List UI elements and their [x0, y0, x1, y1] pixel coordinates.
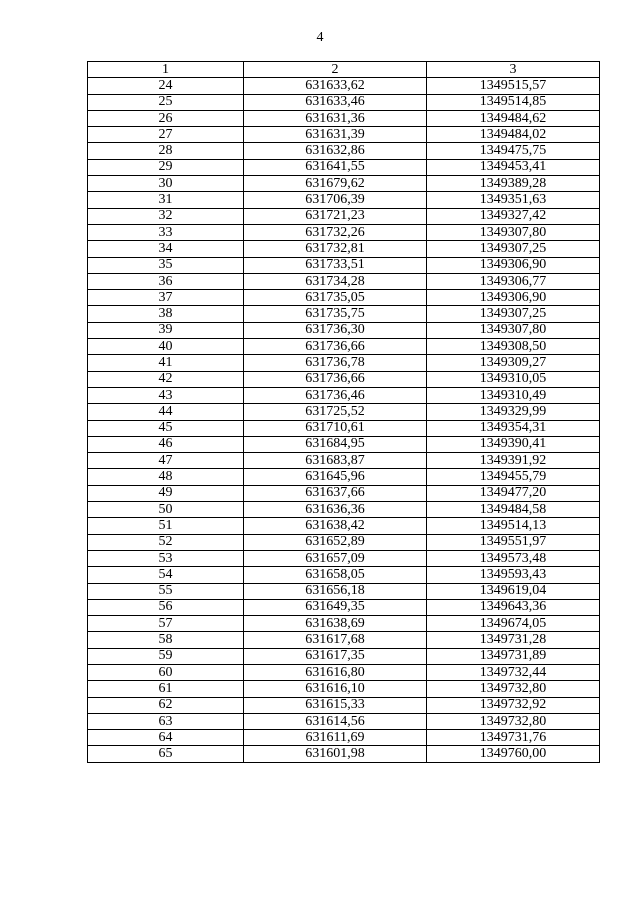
- y-coordinate-cell: 1349593,43: [427, 567, 600, 583]
- table-row: [88, 387, 600, 403]
- point-number-cell: 59: [88, 648, 244, 664]
- x-coordinate-cell: 631641,55: [244, 159, 427, 175]
- y-coordinate-cell: 1349455,79: [427, 469, 600, 485]
- y-coordinate-cell: 1349732,44: [427, 664, 600, 680]
- point-number-cell: 26: [88, 110, 244, 126]
- point-number-cell: 48: [88, 469, 244, 485]
- y-coordinate-cell: 1349308,50: [427, 339, 600, 355]
- y-coordinate-cell: 1349515,57: [427, 78, 600, 94]
- x-coordinate-cell: 631706,39: [244, 192, 427, 208]
- table-row: [88, 664, 600, 680]
- x-coordinate-cell: 631637,66: [244, 485, 427, 501]
- point-number-cell: 44: [88, 404, 244, 420]
- point-number-cell: 61: [88, 681, 244, 697]
- point-number-cell: 33: [88, 224, 244, 240]
- y-coordinate-cell: 1349674,05: [427, 616, 600, 632]
- x-coordinate-cell: 631631,36: [244, 110, 427, 126]
- point-number-cell: 52: [88, 534, 244, 550]
- x-coordinate-cell: 631684,95: [244, 436, 427, 452]
- x-coordinate-cell: 631601,98: [244, 746, 427, 762]
- point-number-cell: 29: [88, 159, 244, 175]
- x-coordinate-cell: 631734,28: [244, 273, 427, 289]
- y-coordinate-cell: 1349573,48: [427, 550, 600, 566]
- y-coordinate-cell: 1349484,02: [427, 127, 600, 143]
- x-coordinate-cell: 631617,68: [244, 632, 427, 648]
- table-row: [88, 241, 600, 257]
- table-row: [88, 94, 600, 110]
- y-coordinate-cell: 1349329,99: [427, 404, 600, 420]
- x-coordinate-cell: 631736,66: [244, 339, 427, 355]
- y-coordinate-cell: 1349307,25: [427, 241, 600, 257]
- table-row: [88, 681, 600, 697]
- table-row: [88, 746, 600, 762]
- x-coordinate-cell: 631615,33: [244, 697, 427, 713]
- x-coordinate-cell: 631733,51: [244, 257, 427, 273]
- table-row: [88, 550, 600, 566]
- table-row: [88, 616, 600, 632]
- point-number-cell: 31: [88, 192, 244, 208]
- table-row: [88, 143, 600, 159]
- x-coordinate-cell: 631649,35: [244, 599, 427, 615]
- table-row: [88, 371, 600, 387]
- table-header: [88, 62, 600, 78]
- point-number-cell: 60: [88, 664, 244, 680]
- y-coordinate-cell: 1349477,20: [427, 485, 600, 501]
- x-coordinate-cell: 631736,78: [244, 355, 427, 371]
- table-row: [88, 339, 600, 355]
- x-coordinate-cell: 631732,26: [244, 224, 427, 240]
- table-row: [88, 290, 600, 306]
- table-row: [88, 224, 600, 240]
- y-coordinate-cell: 1349514,85: [427, 94, 600, 110]
- table-row: [88, 208, 600, 224]
- table-row: [88, 78, 600, 94]
- y-coordinate-cell: 1349731,28: [427, 632, 600, 648]
- point-number-cell: 57: [88, 616, 244, 632]
- point-number-cell: 62: [88, 697, 244, 713]
- table-row: [88, 697, 600, 713]
- x-coordinate-cell: 631725,52: [244, 404, 427, 420]
- point-number-cell: 37: [88, 290, 244, 306]
- y-coordinate-cell: 1349309,27: [427, 355, 600, 371]
- point-number-cell: 56: [88, 599, 244, 615]
- point-number-cell: 45: [88, 420, 244, 436]
- x-coordinate-cell: 631638,69: [244, 616, 427, 632]
- x-coordinate-cell: 631683,87: [244, 453, 427, 469]
- point-number-cell: 50: [88, 502, 244, 518]
- point-number-cell: 38: [88, 306, 244, 322]
- y-coordinate-cell: 1349391,92: [427, 453, 600, 469]
- x-coordinate-cell: 631735,75: [244, 306, 427, 322]
- table-row: [88, 599, 600, 615]
- point-number-cell: 27: [88, 127, 244, 143]
- point-number-cell: 32: [88, 208, 244, 224]
- y-coordinate-cell: 1349475,75: [427, 143, 600, 159]
- x-coordinate-cell: 631633,46: [244, 94, 427, 110]
- point-number-cell: 46: [88, 436, 244, 452]
- table-row: [88, 485, 600, 501]
- table-row: [88, 306, 600, 322]
- point-number-cell: 36: [88, 273, 244, 289]
- table-row: [88, 159, 600, 175]
- y-coordinate-cell: 1349306,77: [427, 273, 600, 289]
- x-coordinate-cell: 631735,05: [244, 290, 427, 306]
- x-coordinate-cell: 631632,86: [244, 143, 427, 159]
- table-row: [88, 453, 600, 469]
- point-number-cell: 25: [88, 94, 244, 110]
- page-number: 4: [316, 30, 324, 45]
- y-coordinate-cell: 1349484,62: [427, 110, 600, 126]
- x-coordinate-cell: 631616,10: [244, 681, 427, 697]
- x-coordinate-cell: 631645,96: [244, 469, 427, 485]
- x-coordinate-cell: 631732,81: [244, 241, 427, 257]
- y-coordinate-cell: 1349731,76: [427, 730, 600, 746]
- point-number-cell: 63: [88, 713, 244, 729]
- y-coordinate-cell: 1349327,42: [427, 208, 600, 224]
- table-body: [88, 78, 600, 762]
- table-row: [88, 648, 600, 664]
- column-header-2: 2: [244, 62, 427, 78]
- y-coordinate-cell: 1349310,05: [427, 371, 600, 387]
- x-coordinate-cell: 631658,05: [244, 567, 427, 583]
- x-coordinate-cell: 631638,42: [244, 518, 427, 534]
- table-row: [88, 420, 600, 436]
- y-coordinate-cell: 1349484,58: [427, 502, 600, 518]
- point-number-cell: 64: [88, 730, 244, 746]
- y-coordinate-cell: 1349453,41: [427, 159, 600, 175]
- y-coordinate-cell: 1349354,31: [427, 420, 600, 436]
- x-coordinate-cell: 631617,35: [244, 648, 427, 664]
- point-number-cell: 49: [88, 485, 244, 501]
- x-coordinate-cell: 631616,80: [244, 664, 427, 680]
- table-row: [88, 110, 600, 126]
- point-number-cell: 58: [88, 632, 244, 648]
- y-coordinate-cell: 1349731,89: [427, 648, 600, 664]
- point-number-cell: 47: [88, 453, 244, 469]
- x-coordinate-cell: 631679,62: [244, 176, 427, 192]
- y-coordinate-cell: 1349732,92: [427, 697, 600, 713]
- y-coordinate-cell: 1349619,04: [427, 583, 600, 599]
- x-coordinate-cell: 631656,18: [244, 583, 427, 599]
- column-header-1: 1: [88, 62, 244, 78]
- table-row: [88, 176, 600, 192]
- point-number-cell: 30: [88, 176, 244, 192]
- point-number-cell: 55: [88, 583, 244, 599]
- point-number-cell: 54: [88, 567, 244, 583]
- y-coordinate-cell: 1349390,41: [427, 436, 600, 452]
- x-coordinate-cell: 631636,36: [244, 502, 427, 518]
- table-row: [88, 257, 600, 273]
- table-row: [88, 583, 600, 599]
- table-row: [88, 469, 600, 485]
- y-coordinate-cell: 1349307,25: [427, 306, 600, 322]
- x-coordinate-cell: 631652,89: [244, 534, 427, 550]
- table-row: [88, 436, 600, 452]
- point-number-cell: 53: [88, 550, 244, 566]
- table-row: [88, 273, 600, 289]
- x-coordinate-cell: 631657,09: [244, 550, 427, 566]
- point-number-cell: 65: [88, 746, 244, 762]
- point-number-cell: 40: [88, 339, 244, 355]
- y-coordinate-cell: 1349389,28: [427, 176, 600, 192]
- header-row: [88, 62, 600, 78]
- table-row: [88, 713, 600, 729]
- table-row: [88, 632, 600, 648]
- table-row: [88, 355, 600, 371]
- point-number-cell: 28: [88, 143, 244, 159]
- point-number-cell: 42: [88, 371, 244, 387]
- table-row: [88, 127, 600, 143]
- point-number-cell: 41: [88, 355, 244, 371]
- table-row: [88, 322, 600, 338]
- x-coordinate-cell: 631633,62: [244, 78, 427, 94]
- y-coordinate-cell: 1349732,80: [427, 681, 600, 697]
- point-number-cell: 51: [88, 518, 244, 534]
- point-number-cell: 39: [88, 322, 244, 338]
- x-coordinate-cell: 631721,23: [244, 208, 427, 224]
- table-row: [88, 404, 600, 420]
- table-row: [88, 518, 600, 534]
- point-number-cell: 24: [88, 78, 244, 94]
- y-coordinate-cell: 1349310,49: [427, 387, 600, 403]
- point-number-cell: 43: [88, 387, 244, 403]
- table-row: [88, 534, 600, 550]
- x-coordinate-cell: 631710,61: [244, 420, 427, 436]
- point-number-cell: 34: [88, 241, 244, 257]
- table-row: [88, 730, 600, 746]
- x-coordinate-cell: 631614,56: [244, 713, 427, 729]
- column-header-3: 3: [427, 62, 600, 78]
- y-coordinate-cell: 1349732,80: [427, 713, 600, 729]
- x-coordinate-cell: 631736,66: [244, 371, 427, 387]
- y-coordinate-cell: 1349643,36: [427, 599, 600, 615]
- y-coordinate-cell: 1349306,90: [427, 290, 600, 306]
- y-coordinate-cell: 1349307,80: [427, 224, 600, 240]
- point-number-cell: 35: [88, 257, 244, 273]
- y-coordinate-cell: 1349760,00: [427, 746, 600, 762]
- y-coordinate-cell: 1349306,90: [427, 257, 600, 273]
- y-coordinate-cell: 1349514,13: [427, 518, 600, 534]
- x-coordinate-cell: 631631,39: [244, 127, 427, 143]
- y-coordinate-cell: 1349351,63: [427, 192, 600, 208]
- x-coordinate-cell: 631736,30: [244, 322, 427, 338]
- table-row: [88, 192, 600, 208]
- table-row: [88, 502, 600, 518]
- y-coordinate-cell: 1349307,80: [427, 322, 600, 338]
- x-coordinate-cell: 631736,46: [244, 387, 427, 403]
- x-coordinate-cell: 631611,69: [244, 730, 427, 746]
- coordinates-table: [87, 61, 600, 763]
- y-coordinate-cell: 1349551,97: [427, 534, 600, 550]
- table-row: [88, 567, 600, 583]
